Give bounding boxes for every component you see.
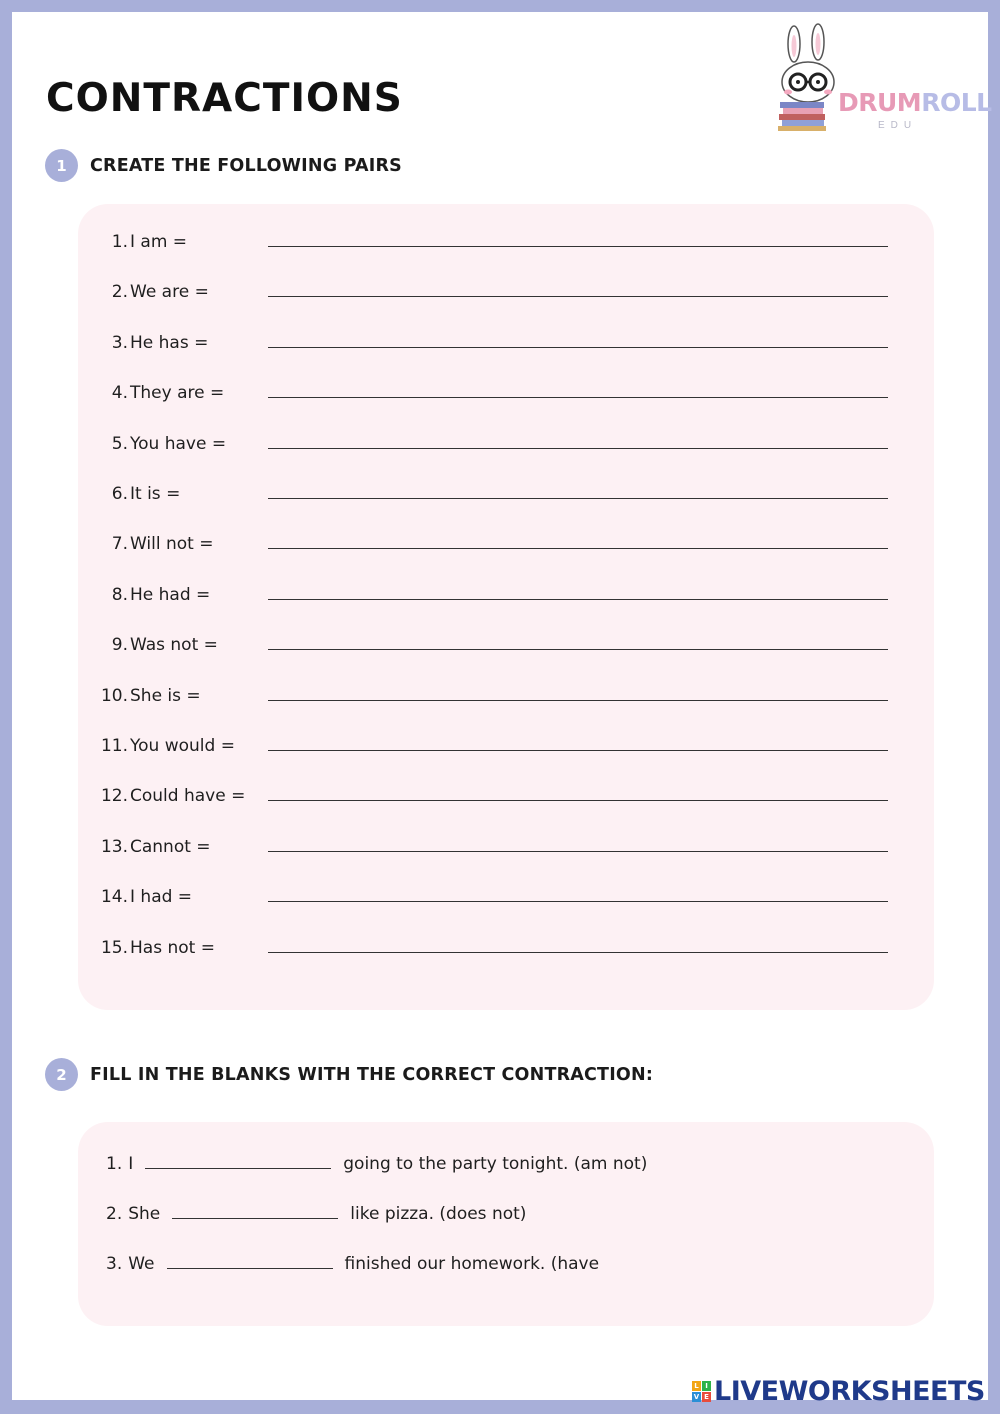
pair-prompt: He has =	[130, 332, 209, 353]
pair-prompt: She is =	[130, 685, 201, 706]
drumroll-logo	[774, 22, 992, 132]
sentence-end: like pizza. (does not)	[350, 1204, 527, 1224]
pair-row	[78, 934, 934, 964]
liveworksheets-icon	[692, 1381, 711, 1402]
item-number: 8.	[111, 584, 128, 605]
item-number: 13.	[100, 836, 128, 857]
item-number: 1.	[111, 232, 128, 252]
liveworksheets-wordmark: LIVEWORKSHEETS	[714, 1376, 985, 1407]
pair-row	[78, 833, 934, 863]
fill-blank-row	[106, 1204, 526, 1224]
worksheet-page	[12, 12, 992, 1400]
item-number: 3.	[111, 332, 128, 353]
pair-row	[78, 631, 934, 661]
item-number: 14.	[100, 887, 128, 908]
pair-prompt: We are =	[130, 282, 209, 303]
pair-prompt: It is =	[130, 484, 181, 504]
answer-line[interactable]	[268, 448, 888, 449]
bunny-reading-icon	[774, 22, 844, 132]
pair-row	[78, 581, 934, 611]
item-number: 1.	[106, 1154, 123, 1174]
icon-letter: V	[693, 1393, 700, 1401]
pair-row	[78, 782, 934, 812]
answer-line[interactable]	[268, 347, 888, 348]
item-number: 2.	[106, 1204, 123, 1224]
pair-row	[78, 430, 934, 460]
answer-line[interactable]	[268, 599, 888, 600]
pair-row	[78, 732, 934, 762]
section-number-badge: 1	[45, 149, 78, 182]
pair-row	[78, 883, 934, 913]
pair-prompt: You have =	[130, 433, 227, 454]
section-1-header	[45, 149, 402, 182]
pair-prompt: Cannot =	[130, 836, 211, 857]
item-number: 2.	[111, 282, 128, 303]
answer-line[interactable]	[268, 800, 888, 801]
pair-prompt: Has not =	[130, 937, 215, 958]
item-number: 15.	[100, 937, 128, 958]
pair-prompt: Was not =	[130, 635, 218, 656]
item-number: 4.	[111, 383, 128, 404]
logo-wordmark: DRUMROLL	[838, 88, 992, 117]
section-2-header	[45, 1058, 653, 1091]
pair-prompt: Will not =	[130, 534, 214, 555]
item-number: 3.	[106, 1254, 123, 1274]
sentence-start: I	[128, 1154, 134, 1174]
item-number: 7.	[111, 534, 128, 555]
answer-line[interactable]	[268, 296, 888, 297]
section-number-badge: 2	[45, 1058, 78, 1091]
item-number: 6.	[111, 484, 128, 504]
section-title: FILL IN THE BLANKS WITH THE CORRECT CONTRACTION:	[90, 1064, 654, 1085]
liveworksheets-brand	[692, 1376, 985, 1407]
pairs-panel	[78, 204, 934, 1010]
page-title: CONTRACTIONS	[46, 76, 403, 121]
answer-blank[interactable]	[167, 1267, 333, 1269]
sentence-end: going to the party tonight. (am not)	[343, 1154, 648, 1174]
item-number: 11.	[100, 736, 128, 756]
icon-letter: L	[692, 1381, 701, 1391]
pair-prompt: Could have =	[130, 786, 246, 807]
answer-line[interactable]	[268, 649, 888, 650]
fill-blank-row	[106, 1254, 599, 1274]
answer-line[interactable]	[268, 851, 888, 852]
pair-prompt: I am =	[130, 232, 188, 252]
pair-row	[78, 329, 934, 359]
answer-line[interactable]	[268, 700, 888, 701]
icon-letter: E	[702, 1392, 711, 1402]
pair-prompt: They are =	[130, 383, 225, 404]
icon-letter: I	[702, 1381, 711, 1391]
pair-row	[78, 530, 934, 560]
logo-subtitle: EDU	[878, 120, 918, 131]
answer-line[interactable]	[268, 901, 888, 902]
pair-prompt: He had =	[130, 584, 211, 605]
fill-blanks-panel	[78, 1122, 934, 1326]
sentence-end: finished our homework. (have	[344, 1254, 600, 1274]
item-number: 12.	[100, 786, 128, 807]
pair-row	[78, 682, 934, 712]
answer-blank[interactable]	[172, 1217, 338, 1219]
pair-prompt: You would =	[130, 736, 235, 756]
sentence-start: She	[128, 1204, 161, 1224]
answer-line[interactable]	[268, 952, 888, 953]
item-number: 9.	[111, 635, 128, 656]
answer-line[interactable]	[268, 548, 888, 549]
sentence-start: We	[128, 1254, 155, 1274]
answer-line[interactable]	[268, 246, 888, 247]
answer-line[interactable]	[268, 750, 888, 751]
pair-row	[78, 480, 934, 510]
pair-prompt: I had =	[130, 887, 193, 908]
answer-line[interactable]	[268, 397, 888, 398]
fill-blank-row	[106, 1154, 647, 1174]
item-number: 10.	[100, 685, 128, 706]
answer-line[interactable]	[268, 498, 888, 499]
pair-row	[78, 278, 934, 308]
section-title: CREATE THE FOLLOWING PAIRS	[90, 155, 402, 176]
answer-blank[interactable]	[145, 1167, 331, 1169]
pair-row	[78, 228, 934, 258]
item-number: 5.	[111, 433, 128, 454]
pair-row	[78, 379, 934, 409]
